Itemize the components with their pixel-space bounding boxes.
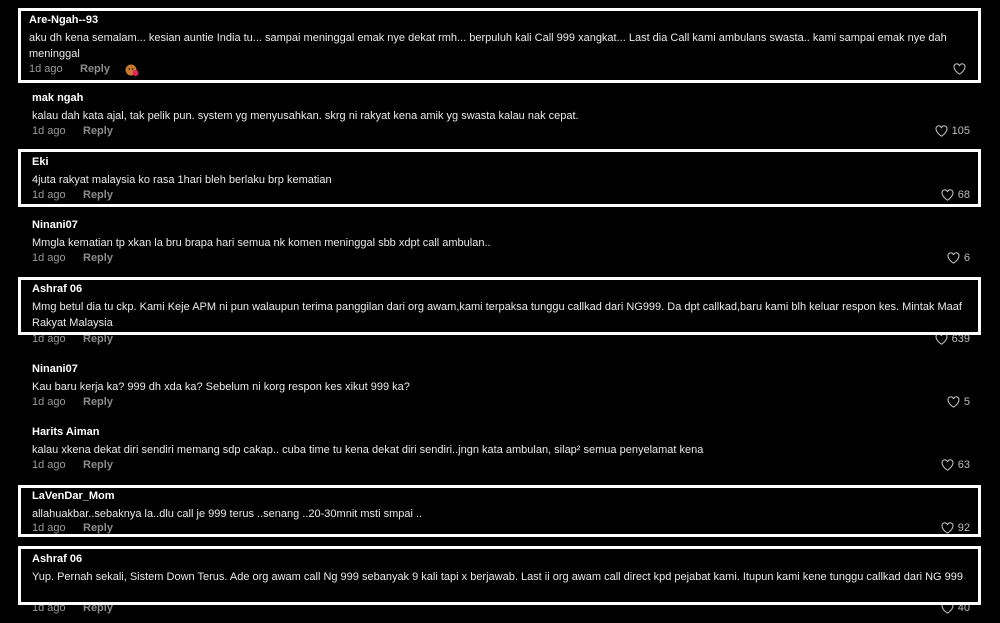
comment-time: 1d ago [32, 522, 66, 534]
like-count: 63 [957, 459, 970, 471]
reply-button[interactable]: Reply [83, 333, 113, 345]
comment-text: Yup. Pernah sekali, Sistem Down Terus. Ade org awam call Ng 999 sebanyak 9 kali tapi x berjawab. Last ii org awam call direct kpd pejabat kami. Itupun kami kene tunggu callkad dari NG 999 [32, 571, 964, 583]
comment-time: 1d ago [32, 396, 66, 408]
like-count: 105 [951, 125, 970, 137]
reply-button[interactable]: Reply [83, 189, 113, 201]
heart-outline-icon [935, 125, 948, 137]
like-count: 639 [951, 333, 970, 345]
highlight-frame [18, 485, 981, 537]
like-count: 40 [957, 602, 970, 614]
like-count: 68 [957, 189, 970, 201]
highlight-frame [18, 8, 981, 83]
comment-username[interactable]: LaVenDar_Mom [32, 490, 115, 502]
comment-text: aku dh kena semalam... kesian auntie India tu... sampai meninggal emak nye dekat rmh... berpuluh kali Call 999 xangkat... Last dia Call kami ambulans swasta.. kami sampai emak nye dah meninggal [29, 32, 947, 60]
reply-button[interactable]: Reply [83, 522, 113, 534]
reply-button[interactable]: Reply [83, 396, 113, 408]
like-control[interactable] [947, 396, 970, 408]
comment-time: 1d ago [32, 459, 66, 471]
comment-time: 1d ago [32, 602, 66, 614]
comment-time: 1d ago [32, 189, 66, 201]
reply-button[interactable]: Reply [83, 602, 113, 614]
comment-username[interactable]: mak ngah [32, 92, 84, 104]
highlight-frame [18, 149, 981, 207]
comment-text: Mmg betul dia tu ckp. Kami Keje APM ni pun walaupun terima panggilan dari org awam,kami terpaksa tunggu callkad dari NG999. Da dpt callkad,baru kami blh keluar respon kes. Mintak Maaf Rakyat Malaysia [32, 301, 962, 329]
heart-outline-icon [941, 459, 954, 471]
comment-username[interactable]: Are-Ngah--93 [29, 14, 99, 26]
heart-outline-icon [947, 396, 960, 408]
comment-meta [32, 396, 113, 408]
comment-text: Mmgla kematian tp xkan la bru brapa hari semua nk komen meninggal sbb xdpt call ambulan.. [32, 237, 491, 249]
reply-button[interactable]: Reply [83, 252, 113, 264]
comment-username[interactable]: Ninani07 [32, 219, 78, 231]
comment-username[interactable]: Eki [32, 156, 49, 168]
reply-button[interactable]: Reply [83, 125, 113, 137]
reply-button[interactable]: Reply [80, 63, 110, 75]
comment-username[interactable]: Ashraf 06 [32, 283, 83, 295]
comment-time: 1d ago [32, 333, 66, 345]
like-control[interactable] [941, 459, 970, 471]
comment-username[interactable]: Harits Aiman [32, 426, 100, 438]
comment-meta [32, 125, 113, 137]
comment-username[interactable]: Ashraf 06 [32, 553, 83, 565]
like-control[interactable] [947, 252, 970, 264]
highlight-frame [18, 277, 981, 335]
comment-text: Kau baru kerja ka? 999 dh xda ka? Sebelum ni korg respon kes xikut 999 ka? [32, 381, 410, 393]
comment-meta [32, 459, 113, 471]
comment-time: 1d ago [32, 125, 66, 137]
like-control[interactable] [935, 125, 970, 137]
comment-item [32, 363, 972, 407]
comment-text: 4juta rakyat malaysia ko rasa 1hari bleh berlaku brp kematian [32, 174, 332, 186]
comment-time: 1d ago [29, 63, 63, 75]
highlight-frame [18, 546, 981, 605]
heart-outline-icon [947, 252, 960, 264]
like-count: 5 [963, 396, 970, 408]
like-count: 92 [957, 522, 970, 534]
comment-meta [32, 252, 113, 264]
comment-time: 1d ago [32, 252, 66, 264]
comment-text: allahuakbar..sebaknya la..dlu call je 999 terus ..senang ..20-30mnit msti smpai .. [32, 508, 423, 520]
comment-item [32, 219, 972, 263]
comment-text: kalau dah kata ajal, tak pelik pun. system yg menyusahkan. skrg ni rakyat kena amik yg swasta kalau nak cepat. [32, 110, 579, 122]
comment-text: kalau xkena dekat diri sendiri memang sdp cakap.. cuba time tu kena dekat diri sendiri..jngn kata ambulan, silap² semua penyelamat kena [32, 444, 704, 456]
comment-item [32, 92, 972, 136]
comment-item [32, 426, 972, 470]
comment-username[interactable]: Ninani07 [32, 363, 78, 375]
like-count: 6 [963, 252, 970, 264]
reply-button[interactable]: Reply [83, 459, 113, 471]
